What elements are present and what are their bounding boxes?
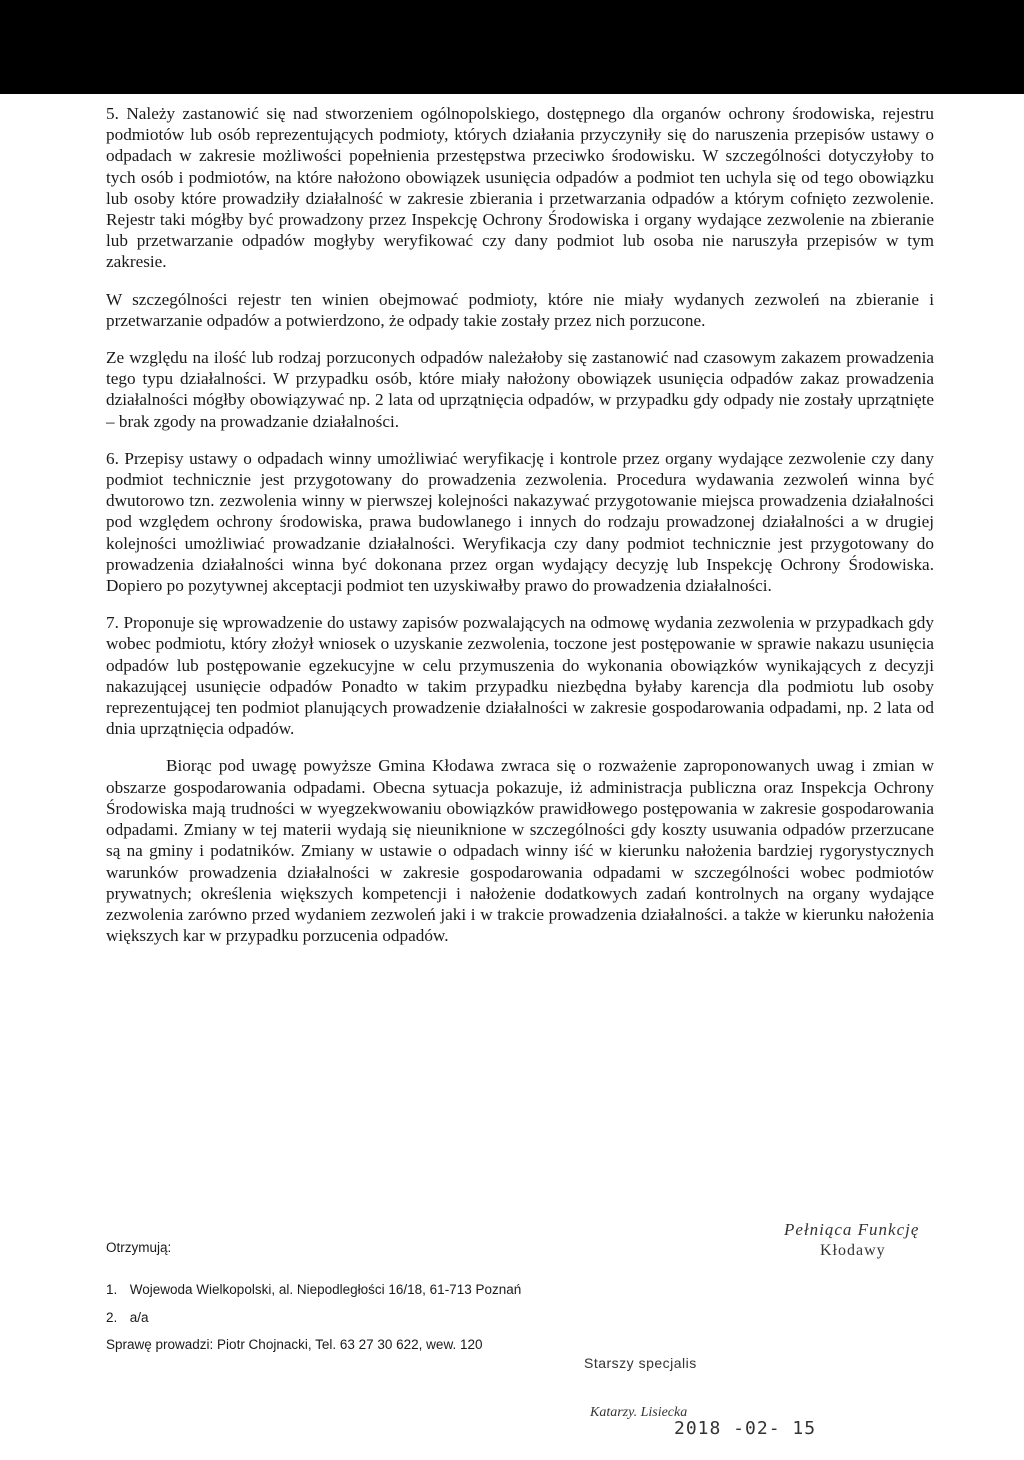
paragraph-7: 7. Proponuje się wprowadzenie do ustawy zapisów pozwalających na odmowę wydania zezwolenia w przypadkach gdy wobec podmiotu, który złożył wniosek o uzyskanie zezwolenia, toczone jest postępowanie w sprawie nakazu usunięcia odpadów lub postępowanie egzekucyjne w celu przymuszenia do wykonania obowiązków wynikających z decyzji nakazującej usunięcie odpadów Ponadto w takim przypadku niezbędna byłaby karencja dla podmiotu lub osoby reprezentującej ten podmiot planujących prowadzenie działalności w zakresie gospodarowania odpadami, np. 2 lata od dnia uprzątnięcia odpadów.: [106, 613, 934, 739]
recipient-text: a/a: [129, 1310, 149, 1325]
handled-by-line: Sprawę prowadzi: Piotr Chojnacki, Tel. 63 27 30 622, wew. 120: [106, 1337, 483, 1352]
stamp-function-line2: Kłodawy: [820, 1242, 886, 1259]
paragraph-conclusion: Biorąc pod uwagę powyższe Gmina Kłodawa zwraca się o rozważenie zaproponowanych uwag i zmian w obszarze gospodarowania odpadami. Obecna sytuacja pokazuje, iż administracja publiczna oraz Inspekcja Ochrony Środowiska mają trudności w wyegzekwowaniu obowiązków prawidłowego postępowania w zakresie gospodarowania odpadami. Zmiany w tej materii wydają się nieuniknione w szczególności gdy koszty usuwania odpadów przerzucane są na gminy i podatników. Zmiany w ustawie o odpadach winny iść w kierunku nałożenia bardziej rygorystycznych warunków prowadzenia działalności w zakresie gospodarowania odpadami w szczególności wobec podmiotów prywatnych; określenia większych kompetencji i nałożenie dodatkowych zadań kontrolnych na organy wydające zezwolenia zarówno przed wydaniem zezwoleń jaki i w trakcie prowadzenia działalności. a także w kierunku nałożenia większych kar w przypadku porzucenia odpadów.: [106, 756, 934, 946]
recipient-text: Wojewoda Wielkopolski, al. Niepodległości 16/18, 61-713 Poznań: [129, 1282, 522, 1297]
recipient-item: [106, 1310, 149, 1325]
document-body: [106, 103, 934, 962]
paragraph-5-registry: W szczególności rejestr ten winien obejmować podmioty, które nie miały wydanych zezwoleń na zbieranie i przetwarzanie odpadów a potwierdzono, że odpady takie zostały przez nich porzucone.: [106, 289, 934, 330]
recipient-number: 1.: [106, 1282, 118, 1297]
recipients-label: Otrzymują:: [106, 1240, 172, 1255]
stamp-date: 2018 -02- 15: [674, 1418, 817, 1439]
stamp-title: Starszy specjalis: [584, 1355, 697, 1371]
stamp-function-line1: Pełniąca Funkcję: [784, 1220, 920, 1239]
stamp-name: Katarzy. Lisiecka: [590, 1405, 688, 1420]
recipient-item: [106, 1282, 521, 1297]
scan-dark-border: [0, 0, 1024, 94]
paragraph-6: 6. Przepisy ustawy o odpadach winny umożliwiać weryfikację i kontrole przez organy wydające zezwolenie czy dany podmiot technicznie jest przygotowany do prowadzenia zezwolenia. Procedura wydawania zezwoleń winna być dwutorowo tzn. zezwolenia winny w pierwszej kolejności nakazywać przygotowanie miejsca prowadzenia działalności pod względem ochrony środowiska, prawa budowlanego i innych do rodzaju prowadzonej działalności a w drugiej kolejności umożliwiać prowadzanie działalności. Weryfikacja czy dany podmiot technicznie jest przygotowany do prowadzenia działalności winna być dokonana przez organ wydający decyzję lub Inspekcję Ochrony Środowiska. Dopiero po pozytywnej akceptacji podmiot ten uzyskiwałby prawo do prowadzenia działalności.: [106, 448, 934, 596]
recipient-number: 2.: [106, 1310, 118, 1325]
paragraph-5: 5. Należy zastanowić się nad stworzeniem ogólnopolskiego, dostępnego dla organów ochrony środowiska, rejestru podmiotów lub osób reprezentujących podmioty, których działania przyczyniły się do naruszenia przepisów ustawy o odpadach w zakresie możliwości popełnienia przestępstwa przeciwko środowisku. W szczególności dotyczyłoby to tych osób i podmiotów, na które nałożono obowiązek usunięcia odpadów a podmiot ten uchyla się od tego obowiązku lub osoby które prowadziły działalność w zakresie zbierania i przetwarzania odpadów a którym cofnięto zezwolenie. Rejestr taki mógłby być prowadzony przez Inspekcję Ochrony Środowiska i organy wydające zezwolenie na zbieranie lub przetwarzanie odpadów mogłyby weryfikować czy dany podmiot lub osoba nie naruszyła przepisów w tym zakresie.: [106, 104, 934, 272]
paragraph-5-ban: Ze względu na ilość lub rodzaj porzuconych odpadów należałoby się zastanowić nad czasowym zakazem prowadzenia tego typu działalności. W przypadku osób, które miały nałożony obowiązek usunięcia odpadów zakaz prowadzenia działalności mógłby obowiązywać np. 2 lata od uprzątnięcia odpadów, w przypadku gdy odpady nie zostały uprzątnięte – brak zgody na prowadzanie działalności.: [106, 348, 934, 431]
